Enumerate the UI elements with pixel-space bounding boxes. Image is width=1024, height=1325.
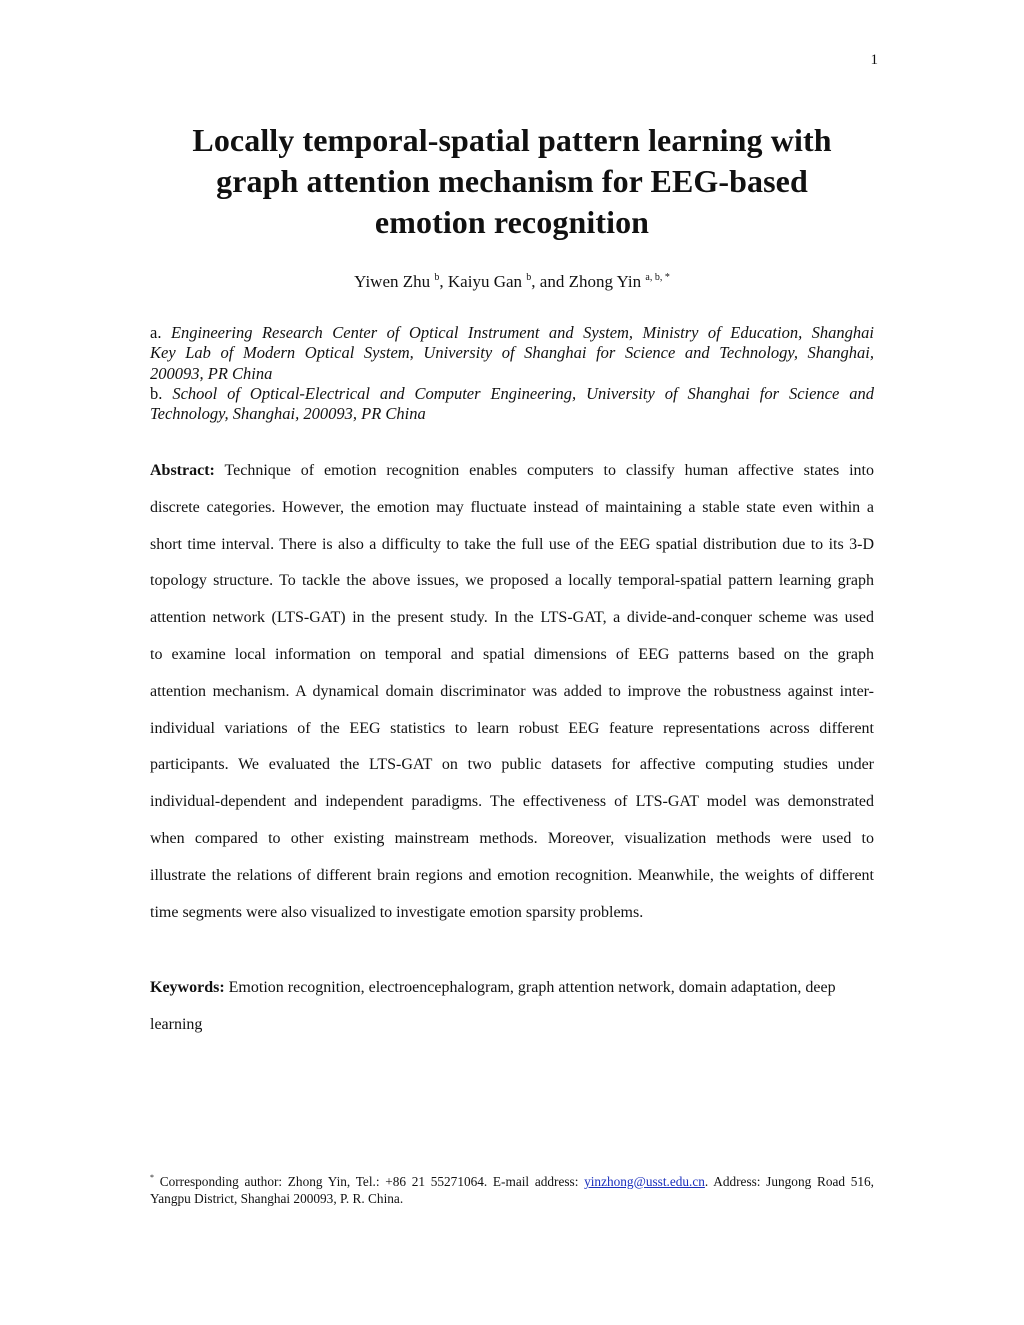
abstract-line: attention mechanism. A dynamical domain discriminator was added to improve the robustness against inter- [150,682,874,700]
author-name: Kaiyu Gan [447,272,523,291]
email-link[interactable]: yinzhong@usst.edu.cn [584,1174,705,1189]
author-affil-mark: b [526,272,532,283]
abstract [150,456,874,934]
abstract-line: discrete categories. However, the emotion may fluctuate instead of maintaining a stable state even within a [150,498,874,516]
paper-title [150,120,874,243]
abstract-line: time segments were also visualized to investigate emotion sparsity problems. [150,903,644,921]
footnote [150,1173,874,1207]
abstract-line: individual-dependent and independent paradigms. The effectiveness of LTS-GAT model was demonstrated [150,793,874,811]
affiliation-b: b. School of Optical-Electrical and Computer Engineering, University of Shanghai for Science and Technology, Shanghai, 200093, PR China [150,383,875,424]
abstract-line: to examine local information on temporal and spatial dimensions of EEG patterns based on the graph [150,645,874,663]
affiliation-line: Technology, Shanghai, 200093, PR China [150,404,426,424]
keywords-line [150,973,874,1010]
author-affil-mark: b [434,272,440,283]
abstract-line: attention network (LTS-GAT) in the present study. In the LTS-GAT, a divide-and-conquer scheme was used [150,609,874,627]
abstract-line: illustrate the relations of different brain regions and emotion recognition. Meanwhile, the weights of different [150,866,874,884]
footnote-text: Corresponding author: Zhong Yin, Tel.: +86 21 55271064. E-mail address: [159,1174,579,1189]
abstract-label: Abstract: [150,462,215,479]
footnote-text: . Address: Jungong Road 516, [704,1174,874,1189]
abstract-line: topology structure. To tackle the above issues, we proposed a locally temporal-spatial pattern learning graph [150,572,874,590]
page-number: 1 [870,52,878,68]
author-separator: , and [531,272,569,291]
footnote-text: Yangpu District, Shanghai 200093, P. R. China. [150,1191,404,1206]
affiliation-line: School of Optical-Electrical and Computer Engineering, University of Shanghai for Science and [172,383,875,403]
abstract-line: when compared to other existing mainstream methods. Moreover, visualization methods were used to [150,829,874,847]
affiliations [150,323,874,424]
title-line: Locally temporal-spatial pattern learning with [192,122,832,158]
title-line: graph attention mechanism for EEG-based [216,163,808,199]
title-line: emotion recognition [374,204,650,240]
author-separator: , [439,272,448,291]
author-name: Zhong Yin [568,272,642,291]
abstract-text: Technique of emotion recognition enables computers to classify human affective states into [224,462,874,479]
affiliation-line: 200093, PR China [150,363,273,383]
abstract-line: participants. We evaluated the LTS-GAT on two public datasets for affective computing studies under [150,756,874,774]
abstract-line: individual variations of the EEG statistics to learn robust EEG feature representations across different [150,719,874,737]
footnote-mark: * [150,1173,154,1182]
keywords-text: Emotion recognition, electroencephalogram, graph attention network, domain adaptation, deep [228,979,836,996]
keywords-label: Keywords: [150,979,225,996]
affiliation-line: Key Lab of Modern Optical System, University of Shanghai for Science and Technology, Shanghai, [150,343,874,363]
affiliation-mark: a [150,323,158,342]
abstract-line: short time interval. There is also a difficulty to take the full use of the EEG spatial distribution due to its 3-D [150,535,874,553]
author-name: Yiwen Zhu [354,272,431,291]
abstract-line [150,456,874,493]
affiliation-line: Engineering Research Center of Optical Instrument and System, Ministry of Education, Shanghai [170,323,875,342]
keywords [150,973,874,1047]
author-affil-mark: a, b, * [645,272,670,283]
author-list [150,272,874,292]
affiliation-a: a. Engineering Research Center of Optical Instrument and System, Ministry of Education, Shanghai Key Lab of Modern Optical System, University of Shanghai for Science and Technology, Shanghai, 200093, PR China [150,323,875,383]
keywords-line: learning [150,1015,203,1033]
affiliation-mark: b [150,383,159,403]
